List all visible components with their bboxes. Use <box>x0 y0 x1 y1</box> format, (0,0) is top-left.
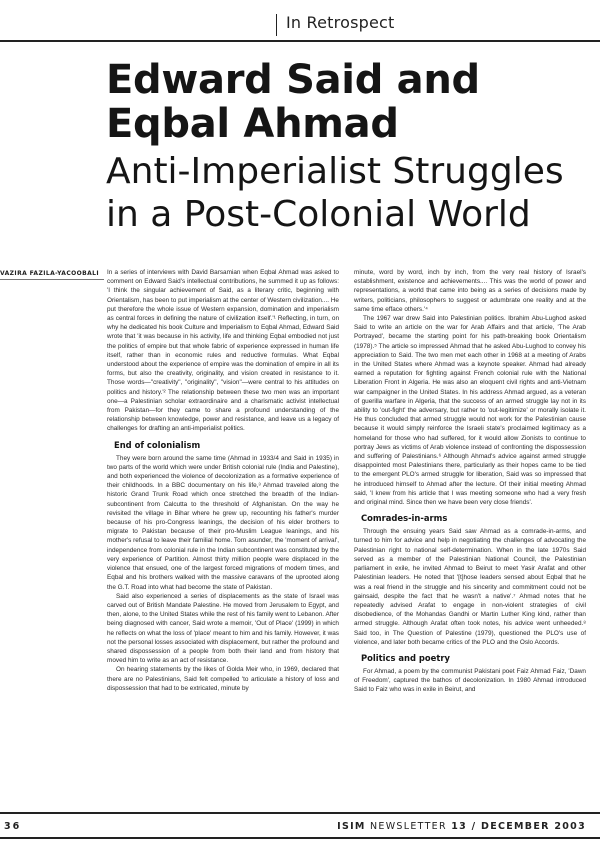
paragraph: In a series of interviews with David Barsamian when Eqbal Ahmad was asked to comment on Edward Said's intellectual contributions, he summed it up as follows: 'I think the singular achievement of Said, as a literary critic, beginning with Orientalism, has been to put imperialism at the center of Western civilization.... He put therefore the whole issue of Western expansion, domination and imperialism as central forces in defining the nature of civilization itself.'¹ Reflecting, in turn, on why he dedicated his book Culture and Imperialism to Eqbal Ahmad, Edward Said wrote that 'it was because in his activity, life and thinking Eqbal embodied not just the politics of empire but that whole fabric of experience expressed in human life itself, rather than in economic rules and reductive formulas. What Eqbal understood about the experience of empire was the domination of empire in all its forms, but also the creativity, originality, and vision created in resistance to it. Those words—"creativity", "originality", "vision"—were central to his attitudes on politics and history.'² The relationship between these two men was an important one—a Palestinian scholar extraordinaire and a charismatic activist intellectual from Pakistan—for they came to share a profound understanding of the relationship between knowledge, power and resistance, and leave us a legacy of challenges for drafting an anti-imperialist politics. <box>107 269 339 433</box>
paragraph: They were born around the same time (Ahmad in 1933/4 and Said in 1935) in two parts of the world which were under British colonial rule (India and Palestine), and both experienced the violence of decolonization as a formative experience of their childhoods. In a BBC documentary on his life,³ Ahmad traveled along the historic Grand Trunk Road which once stretched the breadth of the Indian-subcontinent from Calcutta to the threshold of Afghanistan. On the way he revisited the village in Bihar where he grew up, recounting his father's murder because of his pro-Congress leanings, the decision of his elder brothers to migrate to Pakistan because of their pro-Muslim League leanings, and his mother's refusal to leave their familial home. Torn asunder, the 'moment of arrival', independence from colonial rule in the Indian subcontinent was constituted by the very experience of Partition. Almost thirty million people were displaced in the violence that ensued, one of the largest forced migrations of modern times, and Eqbal and his brothers walked with the massive caravans of the uprooted along the G.T. Road into what had become the state of Pakistan. <box>107 454 339 591</box>
body-column-1 <box>107 268 339 800</box>
page-footer <box>0 814 600 838</box>
body-column-2 <box>354 268 586 800</box>
section-heading: Comrades-in-arms <box>361 513 448 524</box>
paragraph: On hearing statements by the likes of Golda Meir who, in 1969, declared that there are no Palestinians, Said felt compelled 'to articulate a history of loss and dispossession that had to be extricated, minute by <box>107 666 339 692</box>
title-line-2: Eqbal Ahmad <box>106 101 399 147</box>
paragraph: For Ahmad, a poem by the communist Pakistani poet Faiz Ahmad Faiz, 'Dawn of Freedom', captured the bathos of decolonization. In 1980 Ahmad introduced Said to Faiz who was in exile in Beirut, and <box>354 667 586 694</box>
subtitle-line-1: Anti-Imperialist Struggles <box>106 151 564 192</box>
section-label: In Retrospect <box>286 13 395 32</box>
paragraph: minute, word by word, inch by inch, from the very real history of Israel's establishment, existence and achievements.... This was the world of power and representations, a world that came into being as a series of decisions made by writers, politicians, philosophers to suggest or adumbrate one reality and at the same time efface others.'⁴ <box>354 269 586 313</box>
paragraph: Through the ensuing years Said saw Ahmad as a comrade-in-arms, and turned to him for advice and help in negotiating the challenges of advocating the Palestinian right to national self-determination. When in the late 1970s Said served as a member of the Palestinian National Council, the Palestinian parliament in exile, he invited Ahmad to Beirut to meet Yasir Arafat and other Palestinian leaders. He noted that '[t]hose leaders sensed about Eqbal that he was a real friend in the struggle and his sincerity and commitment could not be gainsaid, despite the fact that he wasn't a native'.⁷ Ahmad notes that he repeatedly advised Arafat to engage in non-violent strategies of civil disobedience, of the Mohandas Gandhi or Martin Luther King kind, rather than armed struggle. Although Arafat often took notes, his advice went unheeded.⁸ Said too, in The Question of Palestine (1979), questioned the PLO's use of violence, and later both became critics of the PLO and the Oslo Accords. <box>354 528 586 646</box>
footer-rule-bottom <box>0 837 600 839</box>
title-line-1: Edward Said and <box>106 57 480 103</box>
issue-info: 13 / DECEMBER 2003 <box>451 821 586 832</box>
newsletter-label: NEWSLETTER <box>365 821 452 832</box>
top-rule <box>0 40 600 42</box>
section-heading: End of colonialism <box>114 439 201 450</box>
author-byline: VAZIRA FAZILA-YACOOBALI <box>0 270 104 277</box>
subtitle-line-2: in a Post-Colonial World <box>106 194 531 235</box>
publication-name: ISIM <box>337 821 366 832</box>
publication-info <box>337 821 586 832</box>
section-heading: Politics and poetry <box>361 652 450 663</box>
page-number: 36 <box>4 821 22 832</box>
paragraph: Said also experienced a series of displacements as the state of Israel was carved out of British Mandate Palestine. He moved from Jerusalem to Egypt, and then, alone, to the United States while the rest of his family went to Lebanon. After being diagnosed with cancer, Said wrote a memoir, 'Out of Place' (1999) in which he reflects on what the loss of 'place' meant to him and his family. However, it was not the personal losses associated with displacement, but rather the profound and shared dispossession of a people from both their land and from history that moved him to write as an act of resistance. <box>107 592 339 665</box>
article-subtitle <box>106 150 586 236</box>
article-title <box>106 58 586 146</box>
paragraph: The 1967 war drew Said into Palestinian politics. Ibrahim Abu-Lughod asked Said to write an article on the war for Arab Affairs and that article, 'The Arab Portrayed', became the starting point for his path-breaking book Orientalism (1978).⁵ The article so impressed Ahmad that he asked Abu-Lughod to convey his appreciation to Said. The two men met each other in 1968 at a meeting of Arabs in the United States where Ahmad was a keynote speaker. Ahmad had already earned a reputation for fighting against French colonial rule with the National Liberation Front in Algeria. He was also an eloquent civil rights and anti-Vietnam war campaigner in the United States. In his address Ahmad argued, as a veteran of guerilla warfare in Algeria, that the success of an armed struggle lay not in its ability to 'out-fight' the adversary, but rather to 'out-legitimize' or morally isolate it. He thus concluded that armed struggle would not work for the Palestinian cause because it would simply reinforce the Israeli state's proclaimed legitimacy as a homeland for those who had suffered, for it would allow Zionists to continue to portray Jews as victims of Arab violence instead of confronting the dispossession and suffering of Palestinians.⁶ Although Ahmad's advice against armed struggle disappointed most Palestinians there, particularly as their hopes came to be tied to the emergent PLO's armed struggle for liberation, Said was so impressed that he introduced himself to Ahmad after the lecture. Of their initial meeting Ahmad said, 'I knew from his article that I was meeting someone who had a very fresh and original mind. Since then we have been very close friends'. <box>354 315 586 507</box>
